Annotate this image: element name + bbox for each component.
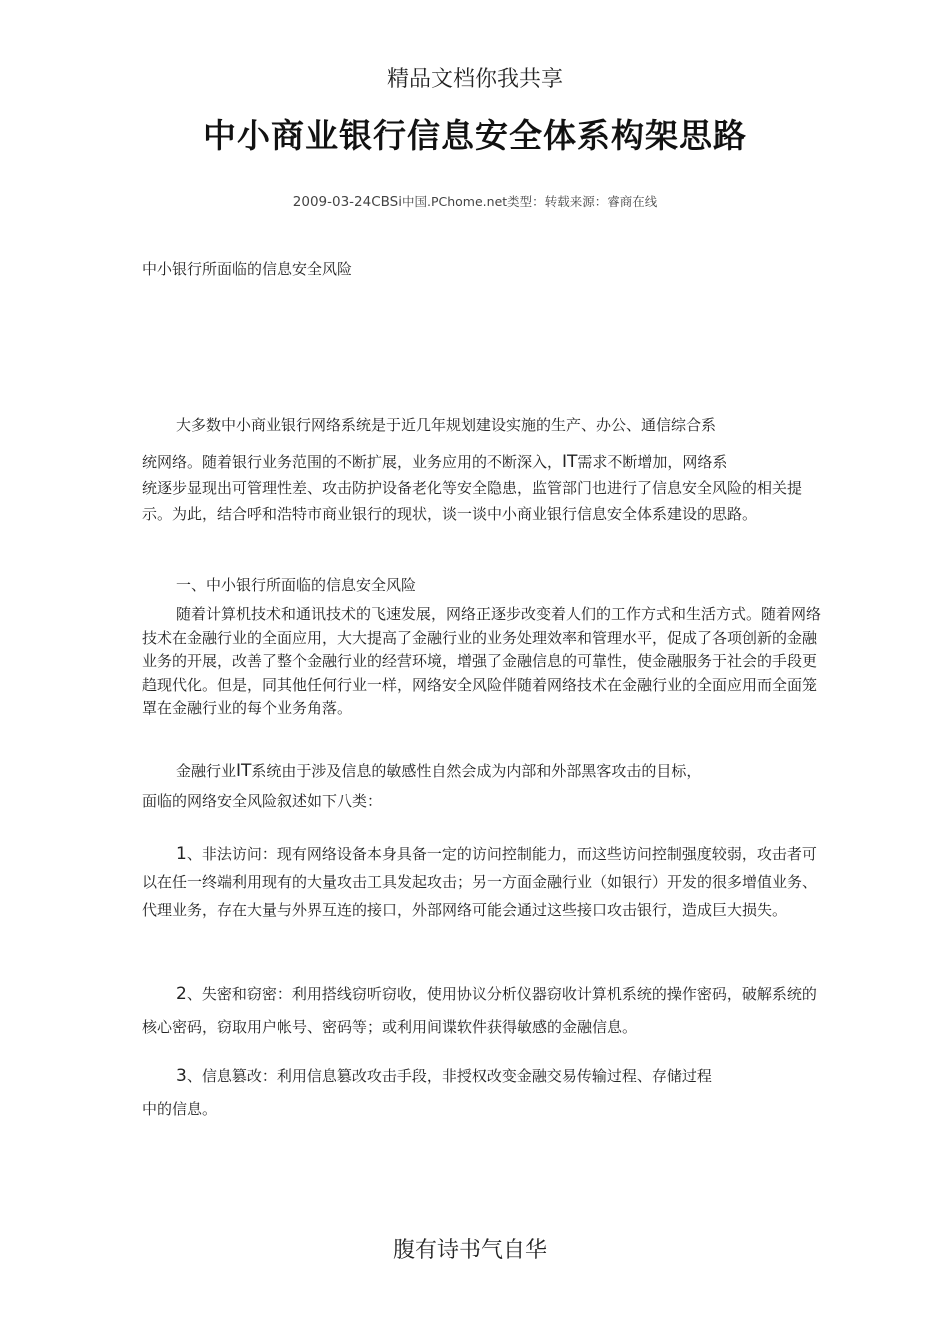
section1: [142, 573, 822, 721]
list-item-2-text: [142, 978, 822, 1044]
header-banner: 精品文档你我共享: [386, 67, 563, 92]
para2-text-b: 系统由于涉及信息的敏感性自然会成为内部和外部黑客攻击的目标，: [251, 762, 702, 780]
list-item-1-text: [142, 840, 822, 924]
article-meta: [0, 192, 950, 210]
section1-para2: [142, 756, 822, 816]
list-item-3: [142, 1060, 822, 1126]
list-item-3-line-2: 中的信息。: [142, 1100, 218, 1118]
intro-line-2: [142, 449, 822, 475]
list-item-1-body: 、非法访问：现有网络设备本身具备一定的访问控制能力，而这些访问控制强度较弱，攻击者可以在任一终端利用现有的大量攻击工具发起攻击；另一方面金融行业（如银行）开发的很多增值业务、代理业务，存在大量与外界互连的接口，外部网络可能会通过这些接口攻击银行，造成巨大损失。: [142, 845, 818, 919]
list-item-1-number: 1: [176, 844, 187, 864]
para2-line-2: 面临的网络安全风险叙述如下八类：: [142, 792, 383, 810]
meta-date-source: 2009-03-24CBSi: [292, 194, 402, 210]
intro-rest: 统逐步显现出可管理性差、攻击防护设备老化等安全隐患，监管部门也进行了信息安全风险的相关提示。为此，结合呼和浩特市商业银行的现状，谈一谈中小商业银行信息安全体系建设的思路。: [142, 479, 803, 523]
subheading: [142, 258, 822, 281]
footer-slogan: 腹有诗书气自华: [393, 1238, 548, 1263]
intro-line-2-text: 统网络。随着银行业务范围的不断扩展，业务应用的不断深入，: [142, 453, 563, 471]
intro-line-1: 大多数中小商业银行网络系统是于近几年规划建设实施的生产、办公、通信综合系: [176, 416, 717, 434]
section1-heading: 一、中小银行所面临的信息安全风险: [176, 576, 417, 594]
para2-text-a: 金融行业: [176, 762, 237, 780]
list-item-2-body: 、失密和窃密：利用搭线窃听窃收，使用协议分析仪器窃收计算机系统的操作密码，破解系统的核心密码，窃取用户帐号、密码等；或利用间谍软件获得敏感的金融信息。: [142, 985, 817, 1036]
intro-it-term: IT: [562, 452, 578, 472]
meta-type-label: 类型：: [507, 194, 545, 209]
subheading-text: 中小银行所面临的信息安全风险: [142, 260, 353, 278]
meta-type-value: 转载: [544, 194, 570, 209]
intro-paragraph: [142, 412, 822, 527]
para2-it-term: IT: [236, 761, 252, 781]
meta-source-label: 来源：: [569, 194, 608, 209]
list-item-2: [142, 978, 822, 1044]
list-item-1: [142, 840, 822, 924]
list-item-3-number: 3: [176, 1066, 187, 1086]
meta-site: 中国.PChome.net: [402, 194, 508, 209]
para2-line-1: [142, 756, 822, 786]
list-item-2-number: 2: [176, 984, 187, 1004]
document-title: 中小商业银行信息安全体系构架思路: [203, 116, 747, 155]
list-item-3-line-1: [142, 1060, 822, 1093]
meta-source-value: 睿商在线: [607, 194, 658, 209]
section1-para1: 随着计算机技术和通讯技术的飞速发展，网络正逐步改变着人们的工作方式和生活方式。随着网络技术在金融行业的全面应用，大大提高了金融行业的业务处理效率和管理水平，促成了各项创新的金融业务的开展，改善了整个金融行业的经营环境，增强了金融信息的可靠性，使金融服务于社会的手段更趋现代化。但是，同其他任何行业一样，网络安全风险伴随着网络技术在金融行业的全面应用而全面笼罩在金融行业的每个业务角落。: [142, 605, 822, 717]
list-item-3-body-a: 、信息篡改：利用信息篡改攻击手段，非授权改变金融交易传输过程、存储过程: [186, 1067, 712, 1085]
intro-line-2b-text: 需求不断增加，网络系: [577, 453, 728, 471]
